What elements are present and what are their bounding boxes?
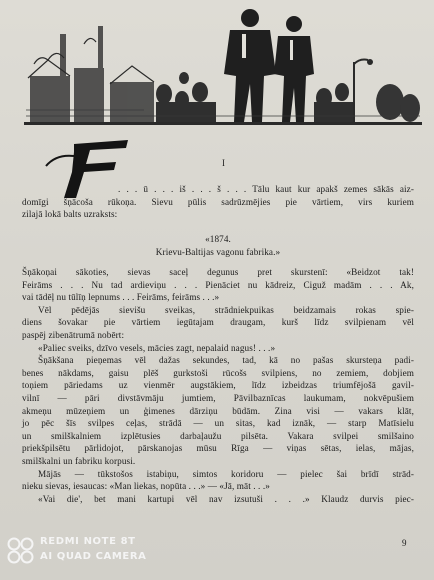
text-line: Mājās — tūkstošos istabiņu, simtos koridoru — pielec šai brīdī strād- [38,468,414,479]
text-line: akmeņu mūzeņiem un ģimenes dārziņu būdām. Zina visi — vakars klāt, [22,405,414,416]
chapter-number: I [222,158,225,168]
camera-watermark [4,534,164,574]
text-line: vai tādēļ nu tūlīņ lepnums . . . Feirāms, feirāms . . .» [22,292,220,303]
text-line: Šņākšana pieņemas vēl dažas sekundes, tad, kā no pašas skursteņa padi- [38,355,414,366]
text-line: smilškalni un fabriku korpusi. [22,455,136,466]
text-line: «Paliec sveiks, dzīvo vesels, mācies zagt, nepalaid nagus! . . .» [38,342,276,353]
body-text [22,266,414,505]
text-line: diens šovakar pie vārtiem iegūtajam draugam, kurš līdz svilpienam vēl [22,317,414,328]
text-line: priekšpilsētu pārlidojot, pārskanojas mūsu Rīga — viņas sētas, ielas, mājas, [22,443,414,454]
opening-paragraph [22,183,414,221]
text-line: nieku sievas, iesaucas: «Man liekas, nopūta . . .» — «Jā, māt . . .» [22,481,270,492]
watermark-line-1: REDMI NOTE 8T [40,536,136,547]
workers-factory-illustration [24,4,422,140]
text-line: toņiem pāriedams uz vienmēr augstākiem, līdz izbeidzas triumfējošā gavil- [22,380,414,391]
text-line: un smilškalniem izplētusies darbaļaužu pilsēta. Vakara svilpei smilšaino [22,430,414,441]
text-line: Šņākoņai sākoties, sievas saceļ degunus pret skurstenī: «Beidzot tak! [22,267,414,277]
text-line: benes nākdams, gaisu plēš gurkstoši rūcošs svilpiens, no zemiem, dobjiem [22,367,414,378]
text-line: Vēl pēdējās sievišu sveikas, strādniekpuikas beidzamais rokas spie- [38,304,414,315]
text-line: zilajā lokā balts uzraksts: [22,209,118,220]
inscription [22,233,414,258]
page-number: 9 [402,538,407,548]
watermark-line-2: AI QUAD CAMERA [40,551,147,562]
text-line: vilnī — pāri divstāvmāju jumtiem, Pāvilbaznīcas laukumam, nokvēpušiem [22,392,414,403]
inscription-line: «1874. [205,234,231,244]
text-line: «Vai die', bet mani kartupi vēl nav izsutuši . . .» Klaudz durvis piec- [38,493,414,504]
text-line: jo pēc šīs svilpes ceļas, strādā — un sitas, kad iznāk, — starp Matīsielu [22,418,414,429]
text-line: Feirāms . . . Nu tad ardieviņu . . . Pienāciet nu kādreiz, Ciguž madām . . . Ak, [22,279,414,290]
text-line: paspēj zibenātrumā nobērt: [22,329,125,340]
text-line: . . . ū . . . iš . . . š . . . Tālu kaut kur apakš zemes sākās aiz- [118,184,414,194]
quad-camera-icon [6,536,36,564]
inscription-line: Krievu-Baltijas vagonu fabrika.» [155,246,281,257]
text-line: domīgi šņācoša rūkoņa. Sievu pūlis sadrūzmējies pie vārtiem, virs kuriem [22,196,414,207]
